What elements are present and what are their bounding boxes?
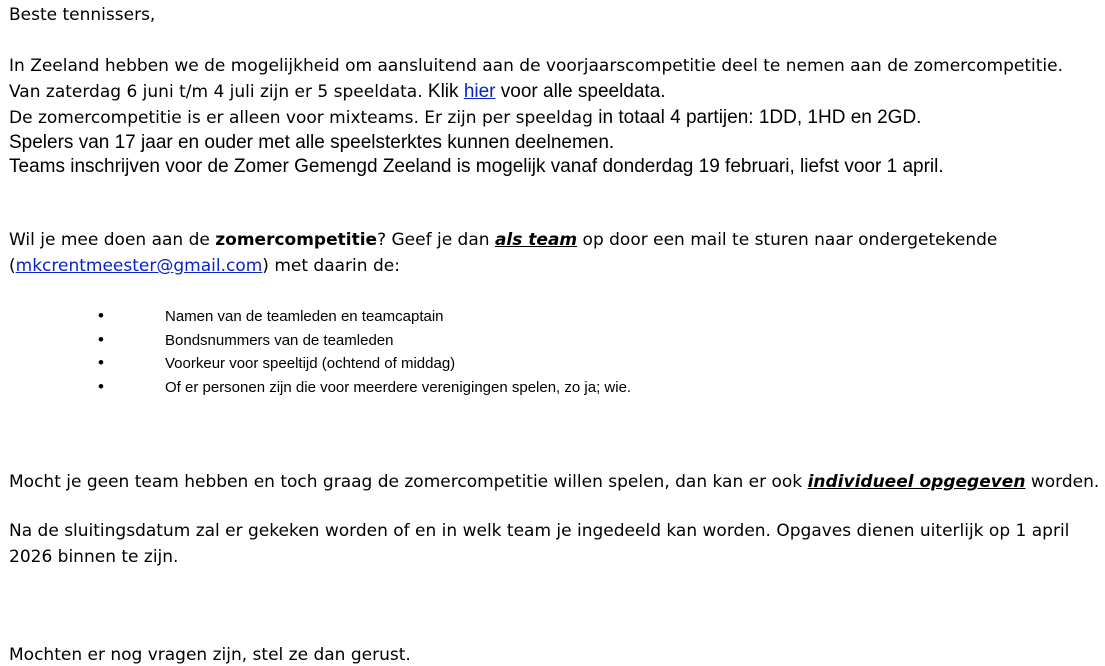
intro-paragraph-3 [9,107,921,129]
list-item [98,376,631,400]
signup-text-g: ) met daarin de: [262,256,400,276]
list-item-text: Voorkeur voor speeltijd (ochtend of middag) [165,355,456,372]
closing-line-1: Na de sluitingsdatum zal er gekeken worden of en in welk team je ingedeeld kan worden. Opgaves dienen uiterlijk op 1 april [9,521,1070,541]
speeldata-text: voor alle speeldata. [495,81,666,102]
greeting: Beste tennissers, [9,5,156,25]
list-item-text: Of er personen zijn die voor meerdere verenigingen spelen, zo ja; wie. [165,378,632,396]
questions-line: Mochten er nog vragen zijn, stel ze dan gerust. [9,645,411,665]
intro-paragraph-2 [9,81,666,103]
bullet-icon: • [98,329,104,349]
mixteams-text: De zomercompetitie is er alleen voor mixteams. Er zijn per speeldag [9,108,599,128]
individueel-emphasis: individueel opgegeven [807,472,1026,492]
bullet-icon: • [98,376,104,396]
paren-open: ( [9,256,16,276]
individual-text-a: Mocht je geen team hebben en toch graag de zomercompetitie willen spelen, dan kan er ook [9,472,808,492]
closing-line-2: 2026 binnen te zijn. [9,547,179,567]
speeldata-link[interactable]: hier [463,81,496,102]
bullet-icon: • [98,353,104,372]
click-text: Klik [422,81,464,102]
dates-text: Van zaterdag 6 juni t/m 4 juli zijn er 5 speeldata. [9,82,423,102]
als-team-emphasis: als team [494,230,578,250]
signup-line-1 [9,230,997,250]
email-link[interactable]: mkcrentmeester@gmail.com [15,256,263,276]
signup-line-2 [9,256,400,276]
intro-paragraph-5: Teams inschrijven voor de Zomer Gemengd Zeeland is mogelijk vanaf donderdag 19 februari, liefst voor 1 april. [9,156,944,177]
list-item [98,305,631,329]
bullet-icon: • [98,306,104,325]
list-item-text: Bondsnummers van de teamleden [165,331,394,349]
signup-text-e: op door een mail te sturen naar ondergetekende [577,230,998,250]
list-item [98,352,631,376]
individual-text-c: worden. [1025,472,1100,492]
list-item [98,329,631,353]
partijen-text: in totaal 4 partijen: 1DD, 1HD en 2GD. [598,107,922,128]
signup-text-c: ? Geef je dan [377,230,495,250]
requirements-list [98,305,631,399]
intro-paragraph-4: Spelers van 17 jaar en ouder met alle speelsterktes kunnen deelnemen. [9,132,615,153]
intro-paragraph-1: In Zeeland hebben we de mogelijkheid om aansluitend aan de voorjaarscompetitie deel te nemen aan de zomercompetitie. [9,56,1063,76]
signup-text-a: Wil je mee doen aan de [9,230,216,250]
individual-paragraph [9,472,1099,492]
list-item-text: Namen van de teamleden en teamcaptain [165,308,444,325]
zomercompetitie-bold: zomercompetitie [215,230,378,250]
